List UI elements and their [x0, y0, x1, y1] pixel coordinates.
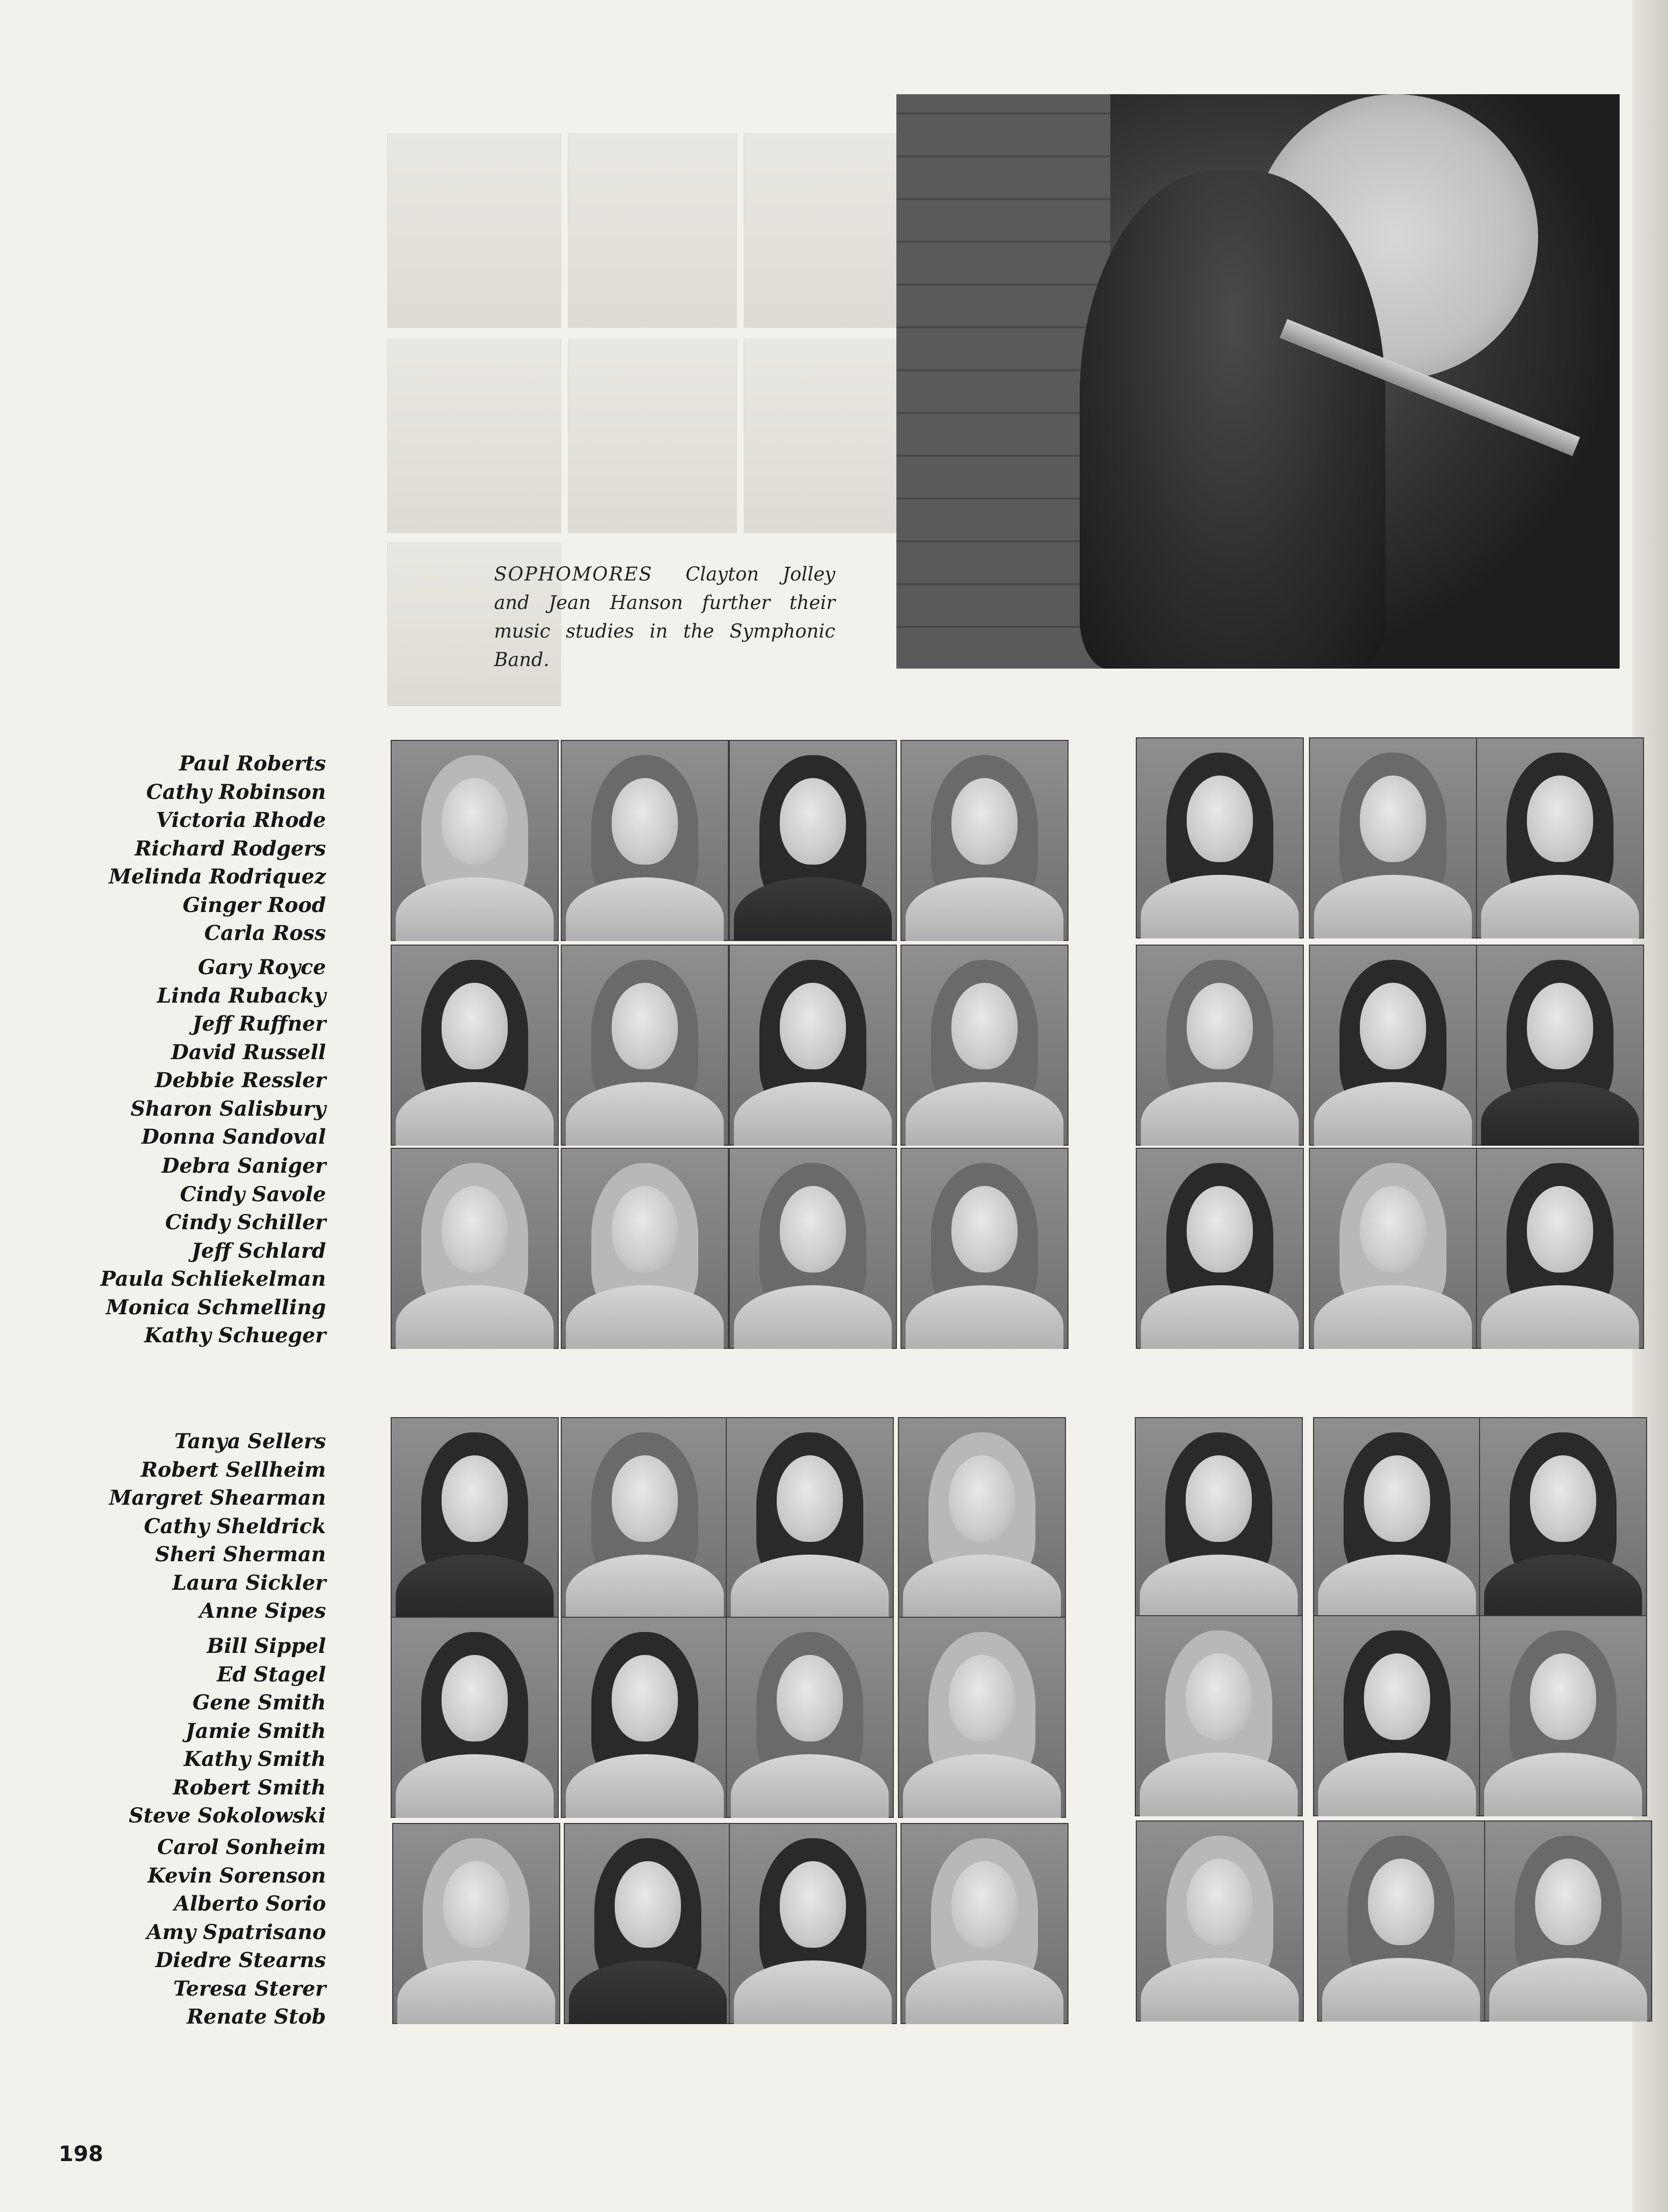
- student-portrait: [729, 740, 897, 941]
- student-name: Teresa Sterer: [173, 1976, 326, 2001]
- student-portrait: [729, 1148, 897, 1349]
- student-portrait: [561, 945, 729, 1146]
- student-portrait: [1476, 1148, 1644, 1349]
- name-list-6: [81, 1833, 326, 2031]
- student-portrait: [1135, 1615, 1303, 1816]
- student-name: Kevin Sorenson: [147, 1863, 326, 1888]
- student-portrait: [726, 1617, 894, 1818]
- student-portrait: [900, 945, 1069, 1146]
- student-name: Amy Spatrisano: [146, 1920, 326, 1944]
- student-portrait: [900, 1823, 1069, 2024]
- student-portrait: [391, 1417, 559, 1618]
- student-name: Laura Sickler: [172, 1570, 326, 1595]
- student-portrait: [1309, 737, 1477, 938]
- student-name: Cathy Robinson: [146, 780, 326, 804]
- student-name: Robert Smith: [173, 1775, 326, 1800]
- student-name: David Russell: [171, 1040, 326, 1064]
- page-number: 198: [59, 2141, 103, 2166]
- student-name: Cathy Sheldrick: [144, 1514, 326, 1538]
- student-name: Renate Stob: [186, 2005, 326, 2029]
- student-portrait: [729, 1823, 897, 2024]
- student-portrait: [1484, 1820, 1652, 2022]
- name-list-3: [81, 1152, 326, 1350]
- student-name: Margret Shearman: [109, 1486, 326, 1510]
- student-portrait: [726, 1417, 894, 1618]
- student-name: Carol Sonheim: [157, 1835, 326, 1859]
- student-portrait: [1309, 945, 1477, 1146]
- student-name: Cindy Savole: [180, 1182, 326, 1206]
- photo-brick-wall: [896, 94, 1110, 669]
- student-name: Paul Roberts: [179, 752, 326, 776]
- name-list-1: [81, 750, 326, 948]
- student-portrait: [391, 1617, 559, 1818]
- student-name: Cindy Schiller: [165, 1210, 326, 1234]
- caption-text: Clayton Jolley and Jean Hanson further their music studies in the Symphonic Band.: [494, 563, 835, 671]
- student-name: Monica Schmelling: [105, 1295, 326, 1319]
- student-portrait: [561, 1617, 729, 1818]
- student-portrait: [391, 1148, 559, 1349]
- student-name: Gene Smith: [192, 1691, 326, 1715]
- student-portrait: [392, 1823, 560, 2024]
- bleed-through-photo: [744, 339, 897, 533]
- bleed-through-photo: [387, 133, 561, 328]
- student-name: Jamie Smith: [185, 1719, 326, 1743]
- student-name: Kathy Schueger: [144, 1323, 326, 1347]
- student-name: Gary Royce: [198, 955, 326, 979]
- student-portrait: [1136, 1148, 1304, 1349]
- student-portrait: [1135, 1417, 1303, 1618]
- student-portrait: [1479, 1615, 1647, 1816]
- student-portrait: [564, 1823, 732, 2024]
- student-name: Richard Rodgers: [134, 836, 326, 861]
- student-name: Victoria Rhode: [156, 808, 326, 832]
- student-name: Anne Sipes: [199, 1599, 326, 1623]
- student-portrait: [898, 1617, 1066, 1818]
- student-portrait: [1317, 1820, 1485, 2022]
- band-feature-photo: [896, 94, 1620, 669]
- student-portrait: [1136, 1820, 1304, 2022]
- student-name: Jeff Ruffner: [192, 1012, 326, 1036]
- bleed-through-photo: [387, 339, 561, 533]
- bleed-through-photo: [744, 133, 897, 328]
- student-portrait: [1136, 737, 1304, 938]
- student-portrait: [900, 1148, 1069, 1349]
- student-portrait: [729, 945, 897, 1146]
- photo-trombone-player: [1080, 171, 1385, 669]
- student-name: Kathy Smith: [183, 1747, 326, 1771]
- student-name: Donna Sandoval: [141, 1125, 326, 1149]
- student-name: Debra Saniger: [161, 1154, 326, 1178]
- student-name: Ed Stagel: [216, 1662, 326, 1686]
- student-name: Alberto Sorio: [174, 1892, 326, 1916]
- student-name: Diedre Stearns: [155, 1948, 326, 1972]
- student-name: Tanya Sellers: [174, 1429, 326, 1453]
- student-name: Melinda Rodriquez: [108, 865, 326, 889]
- student-name: Carla Ross: [204, 921, 326, 945]
- student-name: Sheri Sherman: [155, 1542, 326, 1566]
- student-portrait: [1136, 945, 1304, 1146]
- student-portrait: [898, 1417, 1066, 1618]
- student-portrait: [561, 1417, 729, 1618]
- student-name: Jeff Schlard: [192, 1238, 326, 1263]
- name-list-2: [81, 953, 326, 1151]
- student-portrait: [900, 740, 1069, 941]
- student-portrait: [391, 945, 559, 1146]
- student-name: Ginger Rood: [182, 893, 326, 917]
- bleed-through-photo: [568, 339, 737, 533]
- student-portrait: [1479, 1417, 1647, 1618]
- name-list-5: [81, 1632, 326, 1830]
- student-portrait: [561, 740, 729, 941]
- student-portrait: [1476, 737, 1644, 938]
- student-name: Linda Rubacky: [157, 983, 326, 1008]
- student-portrait: [391, 740, 559, 941]
- student-portrait: [1313, 1417, 1481, 1618]
- student-name: Bill Sippel: [207, 1634, 326, 1658]
- photo-caption: [494, 560, 835, 674]
- student-name: Robert Sellheim: [141, 1457, 326, 1482]
- student-name: Steve Sokolowski: [128, 1804, 326, 1828]
- student-portrait: [561, 1148, 729, 1349]
- student-name: Paula Schliekelman: [100, 1267, 326, 1291]
- student-portrait: [1476, 945, 1644, 1146]
- caption-title: SOPHOMORES: [494, 563, 653, 585]
- student-name: Debbie Ressler: [154, 1068, 326, 1092]
- student-name: Sharon Salisbury: [130, 1096, 326, 1121]
- bleed-through-photo: [568, 133, 737, 328]
- name-list-4: [81, 1427, 326, 1625]
- student-portrait: [1313, 1615, 1481, 1816]
- student-portrait: [1309, 1148, 1477, 1349]
